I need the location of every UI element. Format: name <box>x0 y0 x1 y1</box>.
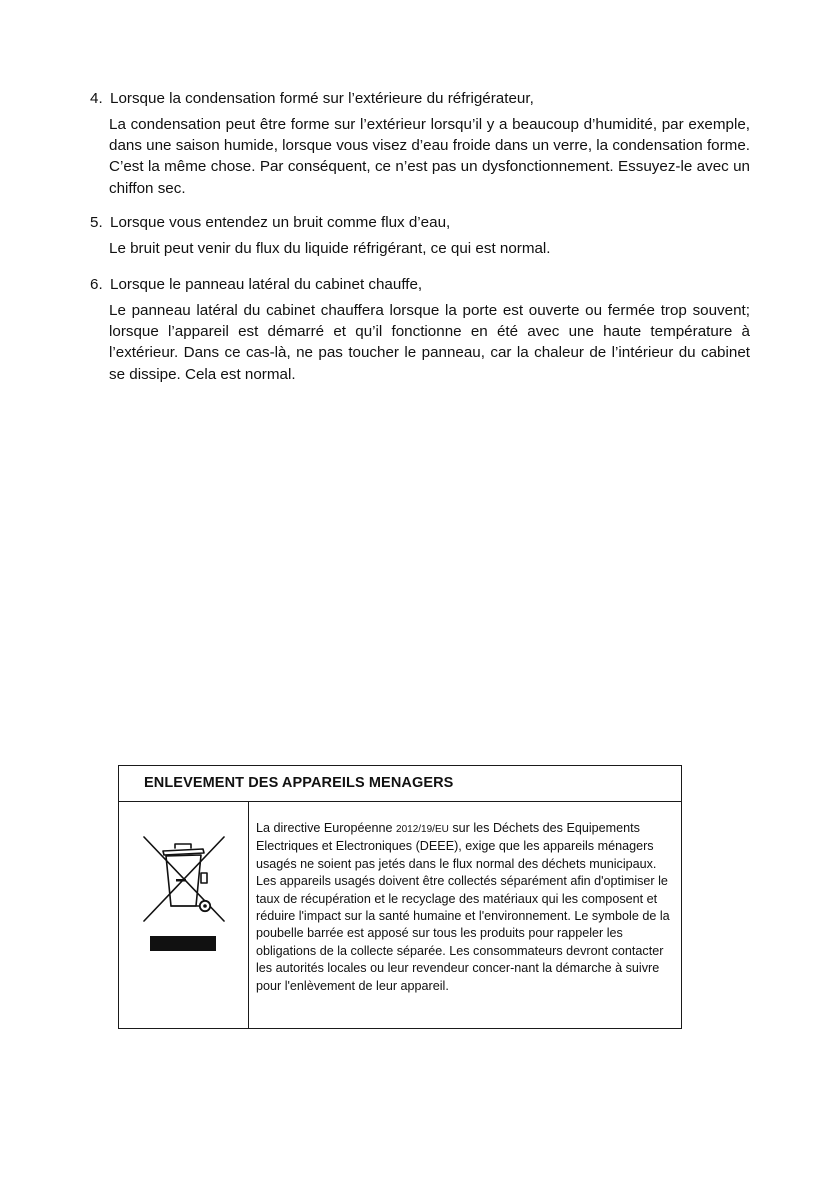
disposal-text-body: sur les Déchets des Equipements Electriques et Electroniques (DEEE), exige que les appareils ménagers usagés ne soient pas jetés dans le flux normal des déchets municipaux. Les appareils usagés doivent être collectés séparément afin d'optimiser le taux de récupération et le recyclage des matériaux qui les composent et réduire l'impact sur la santé humaine et l'environnement. Le symbole de la poubelle barrée est apposé sur tous les produits pour rappeler les obligations de la collecte séparée. Les consommateurs devront contacter les autorités locales ou leur revendeur concer-nant la démarche à suivre pour l'enlèvement de leur appareil. <box>256 821 670 993</box>
item-number: 5. <box>90 214 103 231</box>
item-heading-text: Lorsque le panneau latéral du cabinet chauffe, <box>110 276 423 293</box>
disposal-notice-box <box>118 765 682 1029</box>
disposal-column-divider <box>248 802 249 1028</box>
item-number: 4. <box>90 90 103 107</box>
item-heading <box>90 88 750 109</box>
item-body: Le bruit peut venir du flux du liquide réfrigérant, ce qui est normal. <box>109 240 551 257</box>
troubleshooting-item-4 <box>90 88 750 199</box>
troubleshooting-item-5 <box>90 212 750 259</box>
item-number: 6. <box>90 276 103 293</box>
disposal-notice-text <box>256 820 676 995</box>
item-heading <box>90 274 750 295</box>
disposal-notice-title: ENLEVEMENT DES APPAREILS MENAGERS <box>144 775 454 791</box>
underline-bar <box>150 936 216 951</box>
directive-number: 2012/19/EU <box>396 824 449 835</box>
disposal-text-intro: La directive Européenne <box>256 821 397 835</box>
troubleshooting-item-6 <box>90 274 750 385</box>
disposal-notice-header <box>119 766 681 802</box>
item-heading-text: Lorsque la condensation formé sur l’extérieure du réfrigérateur, <box>110 90 534 107</box>
item-heading <box>90 212 750 233</box>
item-body: La condensation peut être forme sur l’extérieur lorsqu’il y a beaucoup d’humidité, par exemple, dans une saison humide, lorsque vous visez d’eau froide dans un verre, la condensation forme. C’est la même chose. Par conséquent, ce n’est pas un dysfonctionnement. Essuyez-le avec un chiffon sec. <box>109 116 750 197</box>
crossed-out-wheelie-bin-icon <box>141 834 227 924</box>
item-body: Le panneau latéral du cabinet chauffera lorsque la porte est ouverte ou fermée trop souvent; lorsque l’appareil est démarré et qu’il fonctionne en été avec une haute température à l’extérieur. Dans ce cas-là, ne pas toucher le panneau, car la chaleur de l’intérieur du cabinet se dissipe. Cela est normal. <box>109 302 750 383</box>
item-heading-text: Lorsque vous entendez un bruit comme flux d’eau, <box>110 214 451 231</box>
